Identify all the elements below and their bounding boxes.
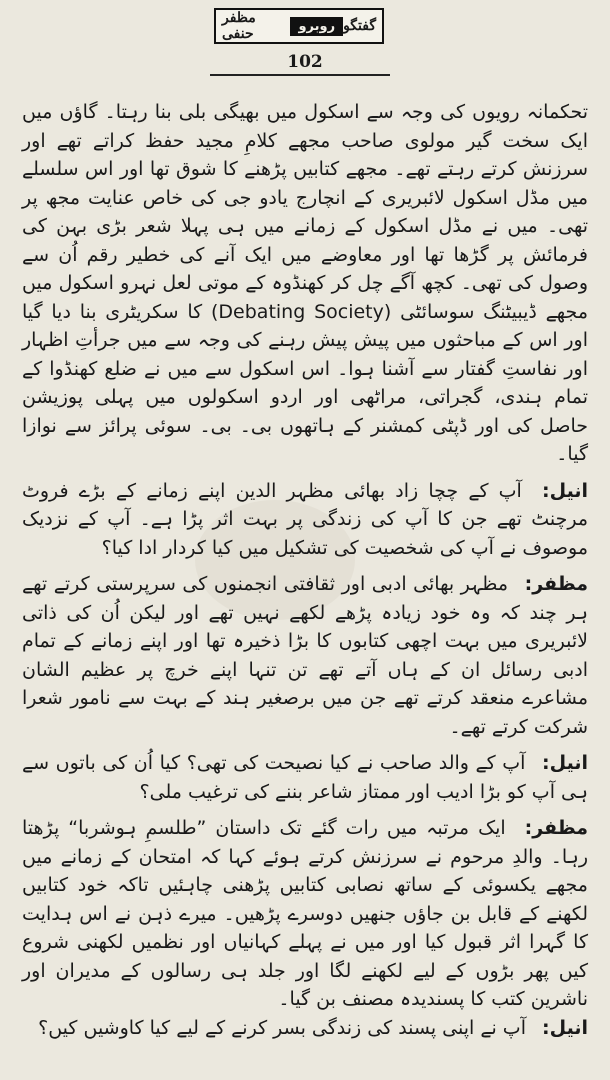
header-rule [210,74,390,76]
question-text: آپ نے اپنی پسند کی زندگی بسر کرنے کے لیے کیا کاوشیں کیں؟ [38,1016,526,1039]
page-number: 102 [287,52,323,72]
answer-paragraph [22,814,588,1014]
banner-title: روبرو [290,17,343,36]
answer-text: مظہر بھائی ادبی اور ثقافتی انجمنوں کی سرپرستی کرتے تھے ہر چند کہ وہ خود زیادہ پڑھے لکھے نہیں تھے اور لیکن اُن کی ذاتی لائبریری میں بہت اچھی کتابوں کا بڑا ذخیرہ تھا اور اپنے زمانے کے تمام ادبی رسائل ان کے ہاں آتے تھے تن تنہا اپنے خرچ پر عظیم الشان مشاعرے منعقد کرتے تھے جن میں برصغیر ہند کے بہت سے نامور شعرا شرکت کرتے تھے۔ [22,573,588,738]
question-paragraph [22,1014,588,1043]
question-paragraph [22,477,588,563]
paragraph: تحکمانہ رویوں کی وجہ سے اسکول میں بھیگی بلی بنا رہتا۔ گاؤں میں ایک سخت گیر مولوی صاحب مجھے کلامِ مجید حفظ کراتے تھے اور سرزنش کرتے رہتے تھے۔ مجھے کتابیں پڑھنے کا شوق تھا اور اس سلسلے میں مڈل اسکول لائبریری کے انچارج یادو جی کی خاص عنایت مجھ پر تھی۔ میں نے مڈل اسکول کے زمانے میں ہی پہلا شعر بڑی بہن کی فرمائش پر گڑھا تھا اور معاوضے میں ایک آنے کی خطیر رقم اُن سے وصول کی تھی۔ کچھ آگے چل کر کھنڈوہ کے موتی لعل نہرو اسکول میں مجھے ڈیبیٹنگ سوسائٹی (Debating Society) کا سکریٹری بنا دیا گیا اور اس کے مباحثوں میں پیش پیش رہنے کی وجہ سے میں جرأتِ اظہار اور نفاستِ گفتار سے آشنا ہوا۔ اس اسکول سے میں نے ضلع کھنڈوا کے تمام ہندی، گجراتی، مراٹھی اور اردو اسکولوں میں پہلی پوزیشن حاصل کی اور ڈپٹی کمشنر کے ہاتھوں بی۔ بی۔ سوئی پرائز سے نوازا گیا۔ [22,101,588,465]
question-text: آپ کے والد صاحب نے کیا نصیحت کی تھی؟ کیا اُن کی باتوں سے ہی آپ کو بڑا ادیب اور ممتاز شاعر بننے کی ترغیب ملی؟ [22,752,588,803]
answer-text: ایک مرتبہ میں رات گئے تک داستان ”طلسمِ ہوشربا“ پڑھتا رہا۔ والدِ مرحوم نے سرزنش کرتے ہوئے کہا کہ امتحان کے زمانے میں مجھے یکسوئی کے ساتھ نصابی کتابیں پڑھنی چاہئیں تاکہ خود کتابیں لکھنے کے قابل بن جاؤں جنھیں دوسرے پڑھیں۔ میرے ذہن نے اس ہدایت کا گہرا اثر قبول کیا اور میں نے پہلے کہانیاں اور نظمیں لکھنی شروع کیں پھر بڑوں کے لیے لکھنے لگا اور جلد ہی رسالوں کے مدیران اور ناشرین کتب کا پسندیدہ مصنف بن گیا۔ [22,817,588,1010]
speaker-label: انیل: [542,1016,588,1039]
answer-paragraph [22,570,588,741]
speaker-label: انیل: [542,479,588,502]
question-paragraph [22,749,588,806]
speaker-label: انیل: [542,752,588,774]
banner-author: مظفر حنفی [222,10,256,42]
speaker-label: مظفر: [524,573,588,595]
body-text [22,98,588,1042]
question-text: آپ کے چچا زاد بھائی مظہر الدین اپنے زمانے کے بڑے فروٹ مرچنٹ تھے جن کا آپ کی زندگی پر بہت اثر پڑا ہے۔ آپ کے نزدیک موصوف نے آپ کی شخصیت کی تشکیل میں کیا کردار ادا کیا؟ [22,479,588,559]
banner-series: گفتگو [343,18,376,34]
header-banner [214,8,384,44]
speaker-label: مظفر: [524,817,589,839]
